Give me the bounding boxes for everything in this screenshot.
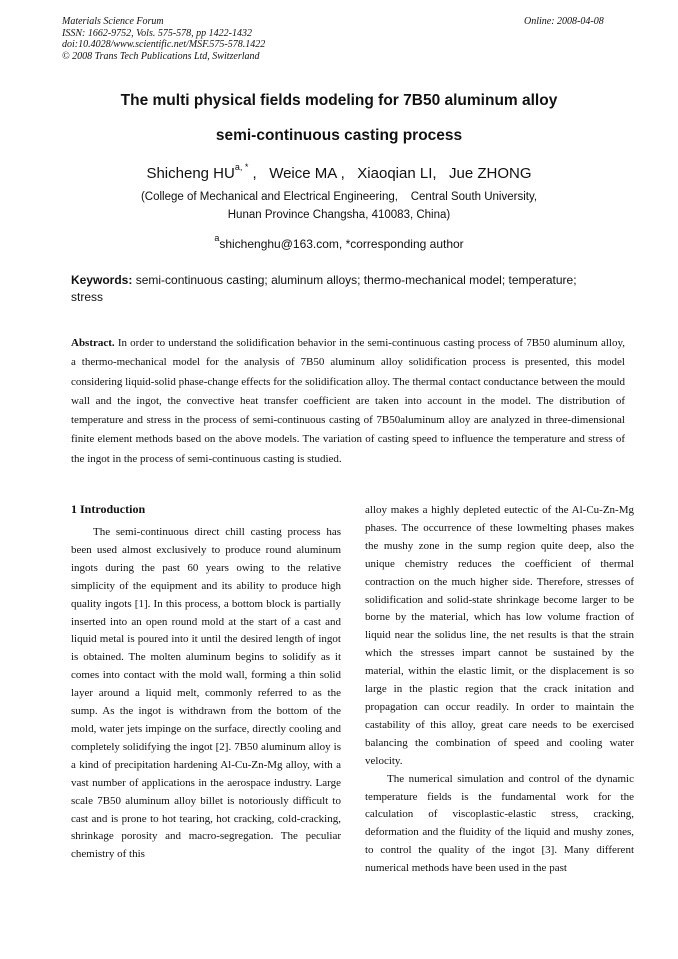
- author-1: Shicheng HU: [146, 165, 235, 182]
- abstract-label: Abstract.: [71, 337, 115, 349]
- left-column: [71, 502, 341, 864]
- paper-title-line1: The multi physical fields modeling for 7B50 aluminum alloy: [120, 92, 558, 109]
- keywords-text: semi-continuous casting; aluminum alloys; thermo-mechanical model; temperature; stress: [71, 273, 577, 304]
- email-text: shichenghu@163.com, *corresponding author: [219, 237, 464, 251]
- corresponding-email: [0, 233, 678, 251]
- right-column: [365, 502, 634, 878]
- section-heading-introduction: 1 Introduction: [71, 502, 146, 516]
- issn-line: ISSN: 1662-9752, Vols. 575-578, pp 1422-1432: [62, 27, 252, 39]
- author-4: Jue ZHONG: [449, 165, 532, 182]
- keywords: [71, 272, 611, 306]
- abstract: [71, 334, 625, 469]
- author-1-marker: a, *: [234, 162, 249, 172]
- abstract-text: In order to understand the solidification behavior in the semi-continuous casting process of 7B50 aluminum alloy, a thermo-mechanical model for the analysis of 7B50 aluminum alloy solidification process is presented, this model considering liquid-solid phase-change effects for the solidification alloy. The thermal contact conductance between the mould wall and the ingot, the convective heat transfer coefficient are taken into account in the model. The distribution of temperature and stress in the process of semi-continuous casting of 7B50aluminum alloy are analyzed in three-dimensional finite element methods based on the above models. The variation of casting speed to influence the temperature and stress of the ingot in the process of semi-continuous casting is studied.: [71, 337, 625, 465]
- journal-name: Materials Science Forum: [62, 16, 164, 27]
- author-2: Weice MA ,: [269, 165, 358, 182]
- intro-paragraph-1-continued: alloy makes a highly depleted eutectic of the Al-Cu-Zn-Mg phases. The occurrence of these lowmelting phases makes the mushy zone in the sump region quite deep, also the unique chemistry reduces the coefficient of thermal contraction on the much higher side. Therefore, stresses of solidification and solid-state shrinkage become larger to be borne by the material, which has low volume fraction of liquid near the solidus line, the net results is that the strain which the stresses impart cannot be sustained by the material, within the elastic limit, or the displacement is so large in the plastic region that the crack initation and propagation can occur readily. In order to maintain the castability of this alloy, great care needs to be exercised balancing the combination of speed and cooling water velocity.: [365, 504, 634, 767]
- author-separator: ,: [248, 165, 270, 182]
- keywords-label: Keywords:: [71, 273, 133, 287]
- paper-title-line2: semi-continuous casting process: [215, 127, 463, 144]
- intro-paragraph-1: The semi-continuous direct chill casting process has been used almost exclusively to produce round aluminum ingots during the past 60 years owing to the relative simplicity of the equipment and its ability to produce high quality ingots [1]. In this process, a bottom block is partially inserted into an open round mold at the start of a cast and liquid metal is poured into it until the desired length of ingot is obtained. The molten aluminum begins to solidify as it comes into contact with the mold wall, forming a thin solid layer around a liquid melt, commonly referred to as the sump. As the ingot is withdrawn from the bottom of the mold, water jets impinge on the surface, directly cooling and completely solidifying the ingot [2]. 7B50 aluminum alloy is a kind of precipitation hardening Al-Cu-Zn-Mg alloy, with a vast number of applications in the aerospace industry. Large scale 7B50 aluminum alloy billet is notoriously difficult to cast and is prone to hot tearing, hot cracking, cold-cracking, shrinkage porosity and macro-segregation. The peculiar chemistry of this: [71, 526, 341, 861]
- intro-paragraph-2: The numerical simulation and control of the dynamic temperature fields is the fundamental work for the calculation of viscoplastic-elastic stress, cracking, deformation and the fluidity of the liquid and mushy zones, to control the quality of the ingot [3]. Many different numerical methods have been used in the past: [365, 772, 634, 875]
- copyright-line: © 2008 Trans Tech Publications Ltd, Switzerland: [62, 50, 260, 62]
- journal-header: [62, 16, 265, 62]
- author-3: Xiaoqian LI,: [357, 165, 450, 182]
- online-date: Online: 2008-04-08: [524, 16, 604, 27]
- affiliation-line1: (College of Mechanical and Electrical Engineering, Central South University,: [140, 191, 538, 203]
- author-list: [0, 162, 678, 182]
- doi-line: doi:10.4028/www.scientific.net/MSF.575-578.1422: [62, 39, 266, 50]
- email-marker: a: [214, 233, 220, 243]
- affiliation-line2: Hunan Province Changsha, 410083, China): [227, 209, 451, 221]
